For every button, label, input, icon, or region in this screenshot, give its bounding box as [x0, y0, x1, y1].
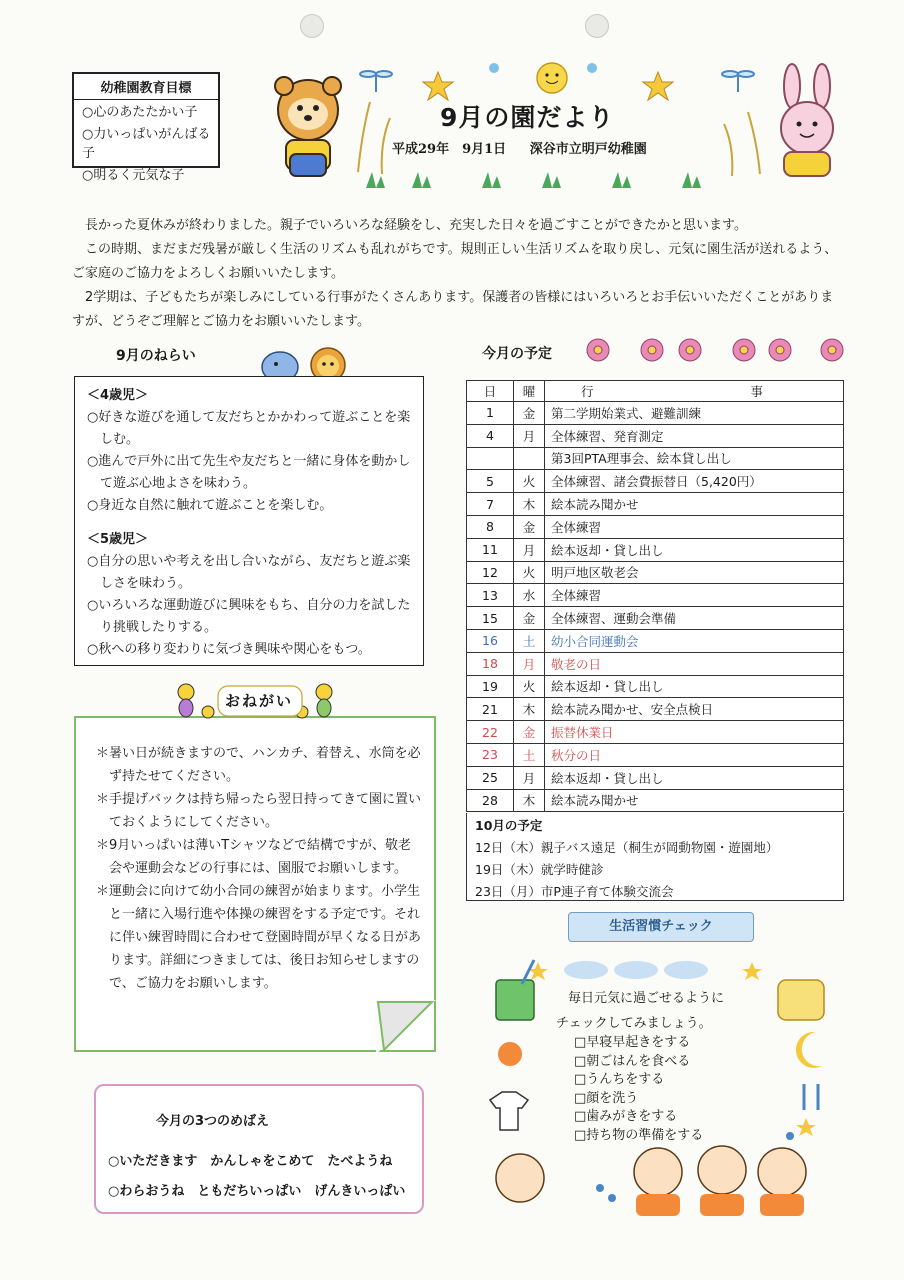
schedule-weekday-cell: 木	[514, 698, 545, 721]
schedule-event-cell: 明戸地区敬老会	[545, 561, 844, 584]
schedule-day-cell: 5	[467, 470, 514, 493]
october-item: 23日（月）市P連子育て体験交流会	[475, 884, 674, 899]
schedule-event-cell: 幼小合同運動会	[545, 629, 844, 652]
schedule-day-cell: 8	[467, 515, 514, 538]
schedule-day-cell: 12	[467, 561, 514, 584]
schedule-row	[467, 789, 844, 812]
schedule-row	[467, 447, 844, 470]
intro-paragraph: この時期、まだまだ残暑が厳しく生活のリズムも乱れがちです。規則正しい生活リズムを取り戻し、元気に園生活が送れるよう、ご家庭のご協力をよろしくお願いいたします。	[72, 242, 838, 281]
schedule-event-cell: 絵本返却・貸し出し	[545, 675, 844, 698]
schedule-day-cell: 4	[467, 424, 514, 447]
schedule-day-cell: 22	[467, 721, 514, 744]
schedule-weekday-cell: 月	[514, 652, 545, 675]
schedule-day-cell: 21	[467, 698, 514, 721]
schedule-event-cell: 全体練習、諸会費振替日（5,420円）	[545, 470, 844, 493]
october-item: 19日（木）就学時健診	[475, 862, 604, 877]
schedule-weekday-cell: 金	[514, 515, 545, 538]
cup-toothbrush-icon	[496, 960, 534, 1020]
schedule-weekday-cell: 火	[514, 470, 545, 493]
school-name: 深谷市立明戸幼稚園	[529, 142, 647, 157]
schedule-row	[467, 675, 844, 698]
schedule-weekday-cell: 金	[514, 402, 545, 425]
schedule-weekday-cell: 火	[514, 561, 545, 584]
schedule-weekday-cell: 金	[514, 607, 545, 630]
aim-item: ○進んで戸外に出て先生や友だちと一緒に身体を動かして遊ぶ心地よさを味わう。	[87, 454, 411, 491]
rabbit-icon	[781, 64, 833, 176]
schedule-day-cell: 23	[467, 743, 514, 766]
towel-icon	[778, 980, 824, 1020]
smiling-sun-icon	[537, 63, 567, 93]
binder-hole	[300, 14, 324, 38]
col-event-header: 行 事	[545, 381, 844, 402]
schedule-day-cell: 1	[467, 402, 514, 425]
aims-box	[74, 376, 424, 666]
schedule-row	[467, 515, 844, 538]
spoon-fork-icon	[804, 1084, 818, 1110]
schedule-weekday-cell: 木	[514, 493, 545, 516]
habit-checklist-item: □うんちをする	[574, 1072, 665, 1087]
date-line	[392, 138, 647, 157]
schedule-row	[467, 652, 844, 675]
habit-checklist-item: □歯みがきをする	[574, 1109, 678, 1124]
moon-icon	[796, 1032, 822, 1068]
aim-item: ○秋への移り変わりに気づき興味や関心をもつ。	[87, 642, 371, 657]
habit-intro-line: チェックしてみましょう。	[556, 1016, 712, 1031]
schedule-weekday-cell: 木	[514, 789, 545, 812]
request-item: ＊9月いっぱいは薄いTシャツなどで結構ですが、敬老会や運動会などの行事には、園服でお願いします。	[96, 838, 411, 876]
schedule-row	[467, 424, 844, 447]
education-goals-box	[72, 72, 220, 183]
binder-hole	[585, 14, 609, 38]
schedule-row	[467, 743, 844, 766]
schedule-weekday-cell: 月	[514, 424, 545, 447]
schedule-row	[467, 493, 844, 516]
schedule-weekday-cell: 火	[514, 675, 545, 698]
schedule-row	[467, 607, 844, 630]
education-goal-item: ○明るく元気な子	[82, 168, 185, 183]
aim-item: ○自分の思いや考えを出し合いながら、友だちと遊ぶ楽しさを味わう。	[87, 554, 411, 591]
schedule-event-cell: 振替休業日	[545, 721, 844, 744]
aims-heading: 9月のねらい	[116, 348, 196, 364]
intro-paragraph: 長かった夏休みが終わりました。親子でいろいろな経験をし、充実した日々を過ごすことができたかと思います。	[85, 218, 747, 233]
education-goals-title: 幼稚園教育目標	[74, 74, 218, 100]
schedule-row	[467, 584, 844, 607]
schedule-day-cell: 13	[467, 584, 514, 607]
habit-intro	[556, 986, 724, 1036]
schedule-event-cell: 敬老の日	[545, 652, 844, 675]
col-day-header: 日	[467, 381, 514, 402]
october-item: 12日（木）親子バス遠足（桐生が岡動物園・遊園地）	[475, 840, 779, 855]
schedule-event-cell: 絵本読み聞かせ	[545, 789, 844, 812]
habit-checklist-item: □持ち物の準備をする	[574, 1127, 704, 1143]
schedule-row	[467, 721, 844, 744]
cosmos-flower-icon	[587, 339, 843, 361]
schedule-day-cell: 7	[467, 493, 514, 516]
age-group-label: ＜5歳児＞	[87, 532, 149, 547]
three-buds-heading: 今月の3つのめばえ	[156, 1114, 270, 1129]
schedule-heading: 今月の予定	[482, 346, 552, 362]
schedule-day-cell: 28	[467, 789, 514, 812]
aim-item: ○身近な自然に触れて遊ぶことを楽しむ。	[87, 498, 333, 513]
habit-intro-line: 毎日元気に過ごせるように	[568, 991, 725, 1006]
schedule-day-cell: 25	[467, 766, 514, 789]
newsletter-title: 9月の園だより	[440, 103, 615, 132]
schedule-day-cell: 18	[467, 652, 514, 675]
request-item: ＊手提げバックは持ち帰ったら翌日持ってきて園に置いておくようにしてください。	[96, 792, 422, 830]
tanuki-icon	[275, 77, 341, 176]
flowers-decoration	[584, 334, 850, 368]
request-item: ＊運動会に向けて幼小合同の練習が始まります。小学生と一緒に入場行進や体操の練習をする予定です。それに伴い練習時間に合わせて登園時間が早くなる日があります。詳細につきましては、後日お知らせしますので、ご協力をお願いします。	[96, 884, 422, 991]
education-goal-item: ○心のあたたかい子	[82, 105, 198, 120]
schedule-weekday-cell: 土	[514, 743, 545, 766]
schedule-event-cell: 全体練習	[545, 515, 844, 538]
habit-checklist-item: □顔を洗う	[574, 1090, 639, 1106]
requests-heading: おねがい	[225, 692, 294, 710]
schedule-row	[467, 470, 844, 493]
request-item: ＊暑い日が続きますので、ハンカチ、着替え、水筒を必ず持たせてください。	[96, 746, 421, 784]
schedule-weekday-cell: 金	[514, 721, 545, 744]
schedule-event-cell: 全体練習、運動会準備	[545, 607, 844, 630]
habit-checklist-item: □朝ごはんを食べる	[574, 1053, 691, 1069]
intro-paragraph: 2学期は、子どもたちが楽しみにしている行事がたくさんあります。保護者の皆様にはいろいろとお手伝いいただくことがありますが、どうぞご理解とご協力をお願いいたします。	[72, 290, 834, 329]
october-schedule	[466, 813, 844, 901]
october-title: 10月の予定	[475, 818, 543, 833]
schedule-day-cell: 15	[467, 607, 514, 630]
tshirt-icon	[490, 1092, 528, 1130]
habit-checklist	[574, 1034, 703, 1145]
cloud-icon	[564, 961, 708, 979]
schedule-event-cell: 第3回PTA理事会、絵本貸し出し	[545, 447, 844, 470]
schedule-weekday-cell	[514, 447, 545, 470]
sun-icon	[498, 1042, 522, 1066]
col-dow-header: 曜	[514, 381, 545, 402]
habit-check-banner: 生活習慣チェック	[568, 912, 754, 942]
schedule-header-row	[467, 381, 844, 402]
schedule-row	[467, 538, 844, 561]
three-buds-item: ○わらおうね ともだちいっぱい げんきいっぱい	[108, 1184, 406, 1199]
page-fold-corner	[376, 1000, 436, 1054]
schedule-day-cell: 16	[467, 629, 514, 652]
schedule-event-cell: 全体練習	[545, 584, 844, 607]
schedule-event-cell: 絵本読み聞かせ	[545, 493, 844, 516]
children-icon	[496, 1146, 806, 1216]
intro-text	[72, 214, 842, 334]
schedule-row	[467, 561, 844, 584]
schedule-weekday-cell: 月	[514, 538, 545, 561]
schedule-weekday-cell: 月	[514, 766, 545, 789]
schedule-event-cell: 全体練習、発育測定	[545, 424, 844, 447]
schedule-day-cell: 19	[467, 675, 514, 698]
three-buds-item: ○いただきます かんしゃをこめて たべようね	[108, 1154, 393, 1169]
schedule-weekday-cell: 水	[514, 584, 545, 607]
schedule-row	[467, 698, 844, 721]
schedule-row	[467, 402, 844, 425]
aim-item: ○好きな遊びを通して友だちとかかわって遊ぶことを楽しむ。	[87, 410, 411, 447]
schedule-row	[467, 629, 844, 652]
aim-item: ○いろいろな運動遊びに興味をもち、自分の力を試したり挑戦したりする。	[87, 598, 411, 635]
schedule-weekday-cell: 土	[514, 629, 545, 652]
schedule-table	[466, 380, 844, 812]
grass-icon	[366, 172, 701, 188]
schedule-day-cell: 11	[467, 538, 514, 561]
schedule-event-cell: 絵本返却・貸し出し	[545, 538, 844, 561]
education-goal-item: ○力いっぱいがんばる子	[82, 127, 211, 161]
age-group-label: ＜4歳児＞	[87, 388, 149, 403]
issue-date: 平成29年 9月1日	[392, 142, 507, 157]
schedule-row	[467, 766, 844, 789]
habit-checklist-item: □早寝早起きをする	[574, 1035, 691, 1050]
schedule-event-cell: 絵本返却・貸し出し	[545, 766, 844, 789]
schedule-event-cell: 第二学期始業式、避難訓練	[545, 402, 844, 425]
schedule-event-cell: 絵本読み聞かせ、安全点検日	[545, 698, 844, 721]
schedule-event-cell: 秋分の日	[545, 743, 844, 766]
schedule-day-cell	[467, 447, 514, 470]
